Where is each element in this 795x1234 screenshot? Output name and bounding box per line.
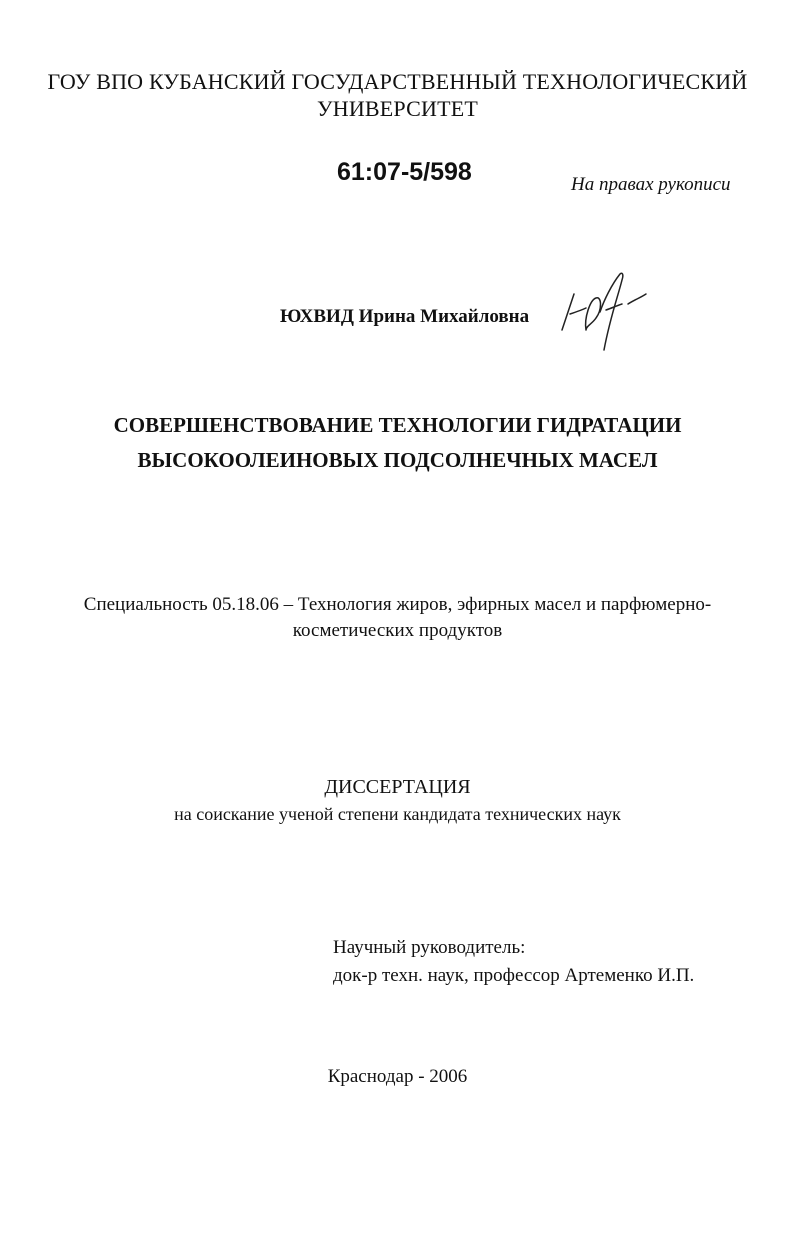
supervisor-name: док-р техн. наук, профессор Артеменко И.П.: [333, 965, 695, 986]
title-line-1: СОВЕРШЕНСТВОВАНИЕ ТЕХНОЛОГИИ ГИДРАТАЦИИ: [113, 413, 682, 437]
author-signature: [556, 270, 656, 352]
title-line-2: ВЫСОКООЛЕИНОВЫХ ПОДСОЛНЕЧНЫХ МАСЕЛ: [137, 448, 658, 472]
supervisor-label: Научный руководитель:: [333, 937, 526, 958]
author-name: ЮХВИД Ирина Михайловна: [280, 306, 530, 327]
catalog-code: 61:07-5/598: [337, 158, 472, 186]
dissertation-type: ДИССЕРТАЦИЯ: [324, 776, 471, 798]
dissertation-purpose: на соискание ученой степени кандидата технических наук: [174, 804, 621, 824]
university-name: [0, 68, 795, 122]
dissertation-title: [0, 408, 795, 478]
specialty: [0, 592, 795, 644]
rights-note: На правах рукописи: [571, 174, 731, 195]
supervisor: [333, 934, 694, 990]
university-line-1: ГОУ ВПО КУБАНСКИЙ ГОСУДАРСТВЕННЫЙ ТЕХНОЛОГИЧЕСКИЙ: [47, 69, 748, 94]
university-line-2: УНИВЕРСИТЕТ: [316, 96, 479, 121]
place-year: Краснодар - 2006: [327, 1066, 468, 1087]
specialty-line-2: косметических продуктов: [292, 620, 503, 641]
specialty-line-1: Специальность 05.18.06 – Технология жиров, эфирных масел и парфюмерно-: [83, 594, 712, 615]
